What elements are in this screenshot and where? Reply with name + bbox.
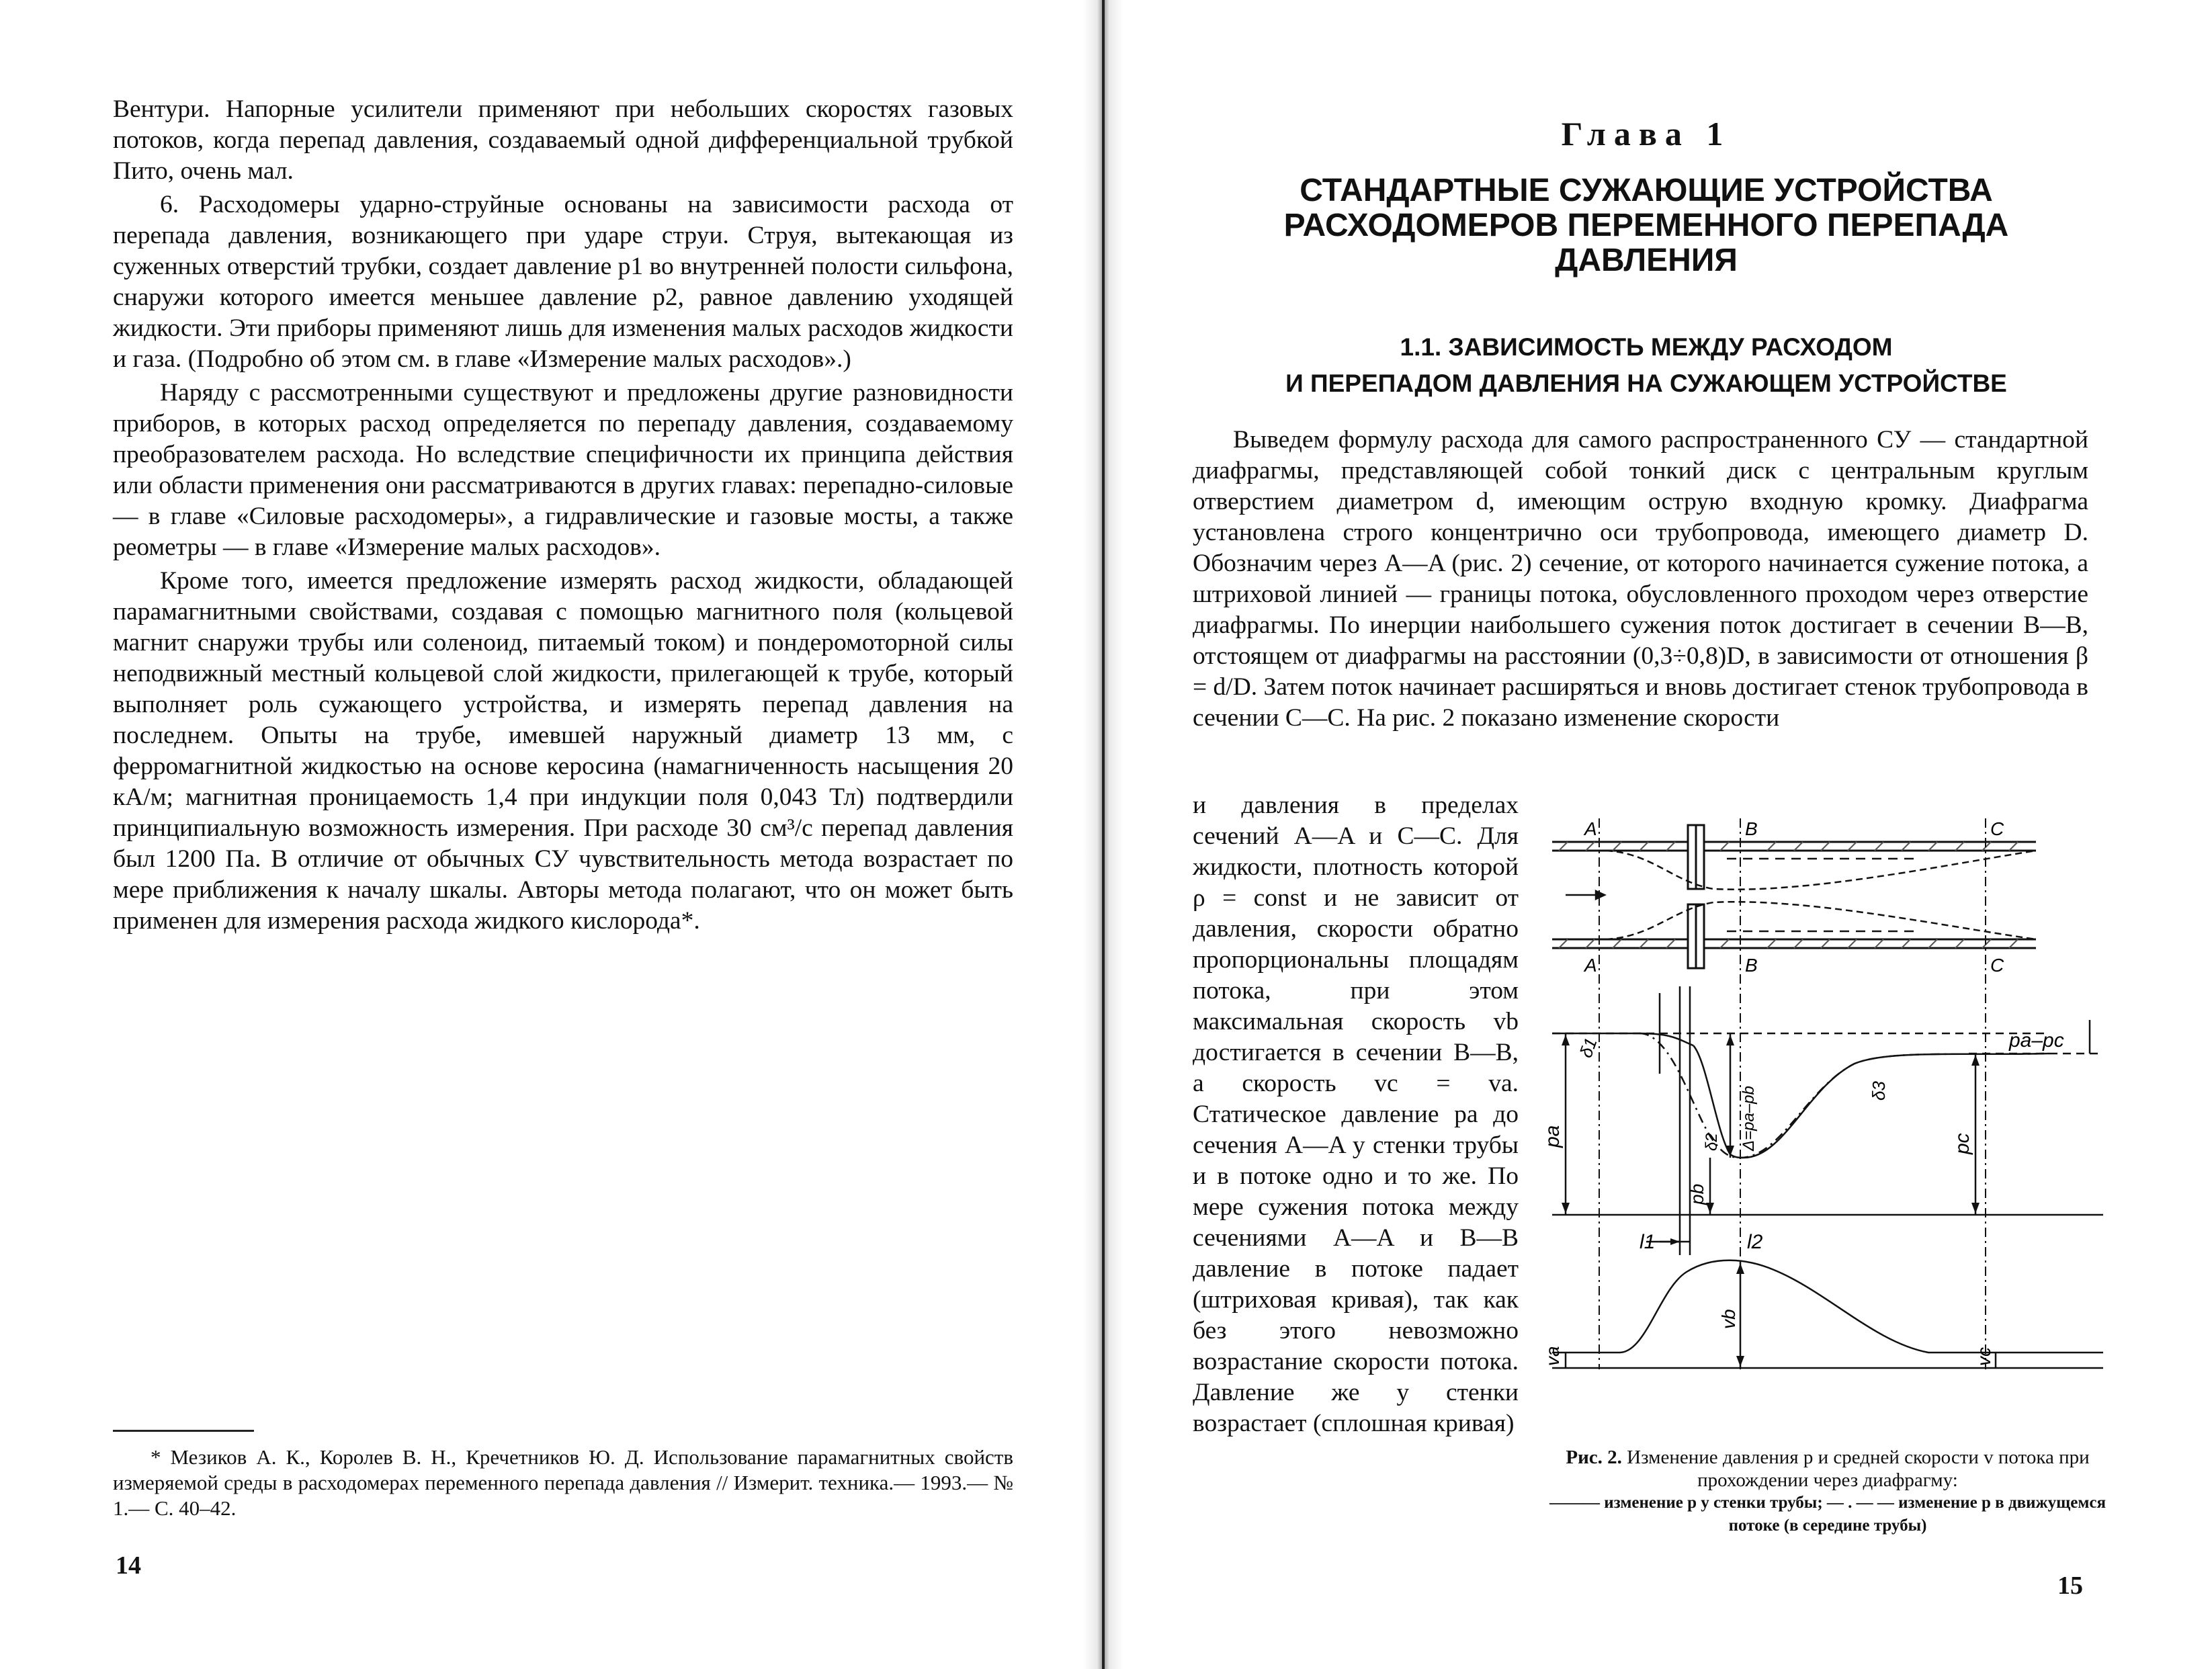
paragraph: Кроме того, имеется предложение измерять расход жидкости, обладающей парамагнитными свойствами, создавая с помощью магнитного поля (кольцевой магнит снаружи трубы или соленоид, питаемый током) и пондеромоторной силы неподвижный местный кольцевой слой жидкости, прилегающей к трубе, который выполняет роль сужающего устройства, и измерять перепад давления на последнем. Опыты на трубе, имевшей наружный диаметр 13 мм, с ферромагнитной жидкостью на основе керосина (намагниченность насыщения 20 кА/м; магнитная проницаемость 1,4 при индукции поля 0,043 Тл) подтвердили принципиальную возможность измерения. При расходе 30 см³/с перепад давления был 1200 Па. В отличие от обычных СУ чувствительность метода возрастает по мере приближения к началу шкалы. Авторы метода полагают, что он может быть применен для измерения расхода жидкого кислорода*. [113, 567, 1013, 935]
label-delta-p: Δ=pa–pb [1740, 1086, 1758, 1151]
label-c-bottom: C [1990, 955, 2004, 976]
label-b-top: B [1745, 818, 1758, 839]
section-title-line: 1.1. ЗАВИСИМОСТЬ МЕЖДУ РАСХОДОМ [1400, 333, 1893, 361]
label-vc: vc [1973, 1347, 1994, 1366]
label-vb: vb [1718, 1309, 1739, 1329]
chapter-title-line: РАСХОДОМЕРОВ ПЕРЕМЕННОГО ПЕРЕПАДА [1283, 208, 2009, 243]
chapter-title-line: СТАНДАРТНЫЕ СУЖАЮЩИЕ УСТРОЙСТВА [1300, 173, 1993, 208]
label-delta3: δ3 [1869, 1081, 1889, 1101]
figure-2-diagram [1539, 818, 2117, 1450]
right-page-side-column: и давления в пределах сечений A—A и C—C. Для жидкости, плотность которой ρ = const и не зависит от давления, скорости обратно пропорциональны площадям потока, при этом максимальная скорость vb достигается в сечении B—B, а скорость vc = va. Статическое давление pa до сечения A—A у стенки трубы и в потоке одно и то же. По мере сужения потока между сечениями A—A и B—B давление в потоке падает (штриховая кривая), так как без этого невозможно возрастание скорости потока. Давление же у стенки возрастает (сплошная кривая) [1193, 791, 1519, 1437]
figure-caption [1539, 1446, 2117, 1537]
left-page [0, 0, 1089, 1669]
section-title-line: И ПЕРЕПАДОМ ДАВЛЕНИЯ НА СУЖАЮЩЕМ УСТРОЙСТВЕ [1285, 370, 2007, 397]
label-delta1: δ1 [1575, 1035, 1601, 1061]
label-pc: pc [1951, 1133, 1973, 1154]
label-pb: pb [1687, 1183, 1707, 1205]
label-delta2: δ2 [1703, 1133, 1721, 1151]
label-pa: pa [1541, 1125, 1564, 1148]
paragraph: Вентури. Напорные усилители применяют при небольших скоростях газовых потоков, когда перепад давления, создаваемый одной дифференциальной трубкой Пито, очень мал. [113, 95, 1013, 185]
label-l2: l2 [1747, 1231, 1763, 1253]
page-number-right: 15 [2057, 1572, 2083, 1600]
chapter-title-line: ДАВЛЕНИЯ [1555, 243, 1738, 278]
paragraph: 6. Расходомеры ударно-струйные основаны на зависимости расхода от перепада давления, возникающего при ударе струи. Струя, вытекающая из суженных отверстий трубки, создает давление p1 во внутренней полости сильфона, снаружи которого имеется меньшее давление p2, равное давлению уходящей жидкости. Эти приборы применяют лишь для изменения малых расходов жидкости и газа. (Подробно об этом см. в главе «Измерение малых расходов».) [113, 191, 1013, 373]
left-page-body [113, 94, 1013, 937]
page-number-left: 14 [116, 1551, 141, 1580]
label-va: va [1542, 1346, 1563, 1366]
label-pa-minus-pc: pa–pc [2009, 1029, 2064, 1052]
label-l1: l1 [1640, 1231, 1656, 1253]
gutter-line [1102, 0, 1105, 1669]
chapter-title [1183, 173, 2110, 278]
caption-legend: ——— изменение p у стенки трубы; — . — — изменение p в движущемся потоке (в середине трубы) [1549, 1494, 2106, 1535]
label-b-bottom: B [1745, 955, 1758, 976]
chapter-label: Глава 1 [1561, 115, 1732, 153]
label-c-top: C [1990, 818, 2004, 839]
section-title [1183, 329, 2110, 402]
paragraph: Наряду с рассмотренными существуют и предложены другие разновидности приборов, в которых расход определяется по перепаду давления, создаваемому преобразователем расхода. Но вследствие специфичности их принципа действия или области применения они рассматриваются в других главах: перепадно-силовые — в главе «Силовые расходомеры», а гидравлические и газовые мосты, а также реометры — в главе «Измерение малых расходов». [113, 379, 1013, 561]
footnote-rule [113, 1430, 254, 1432]
footnote: * Мезиков А. К., Королев В. Н., Кречетников Ю. Д. Использование парамагнитных свойств измеряемой среды в расходомерах переменного перепада давления // Измерит. техника.— 1993.— № 1.— С. 40–42. [113, 1445, 1013, 1520]
caption-text: Изменение давления p и средней скорости v потока при прохождении через диафрагму: [1627, 1447, 2090, 1491]
label-a-bottom: A [1584, 955, 1597, 976]
caption-label: Рис. 2. [1566, 1447, 1622, 1468]
right-page-paragraph: Выведем формулу расхода для самого распространенного СУ — стандартной диафрагмы, представляющей собой тонкий диск с центральным круглым отверстием диаметром d, имеющим острую входную кромку. Диафрагма установлена строго концентрично оси трубопровода, имеющего диаметр D. Обозначим через A—A (рис. 2) сечение, от которого начинается сужение потока, а штриховой линией — границы потока, обусловленного проходом через отверстие диафрагмы. По инерции наибольшего сужения поток достигает в сечении B—B, отстоящем от диафрагмы на расстоянии (0,3÷0,8)D, в зависимости от отношения β = d/D. Затем поток начинает расширяться и вновь достигает стенок трубопровода в сечении C—C. На рис. 2 показано изменение скорости [1193, 426, 2088, 732]
label-a-top: A [1584, 818, 1597, 839]
